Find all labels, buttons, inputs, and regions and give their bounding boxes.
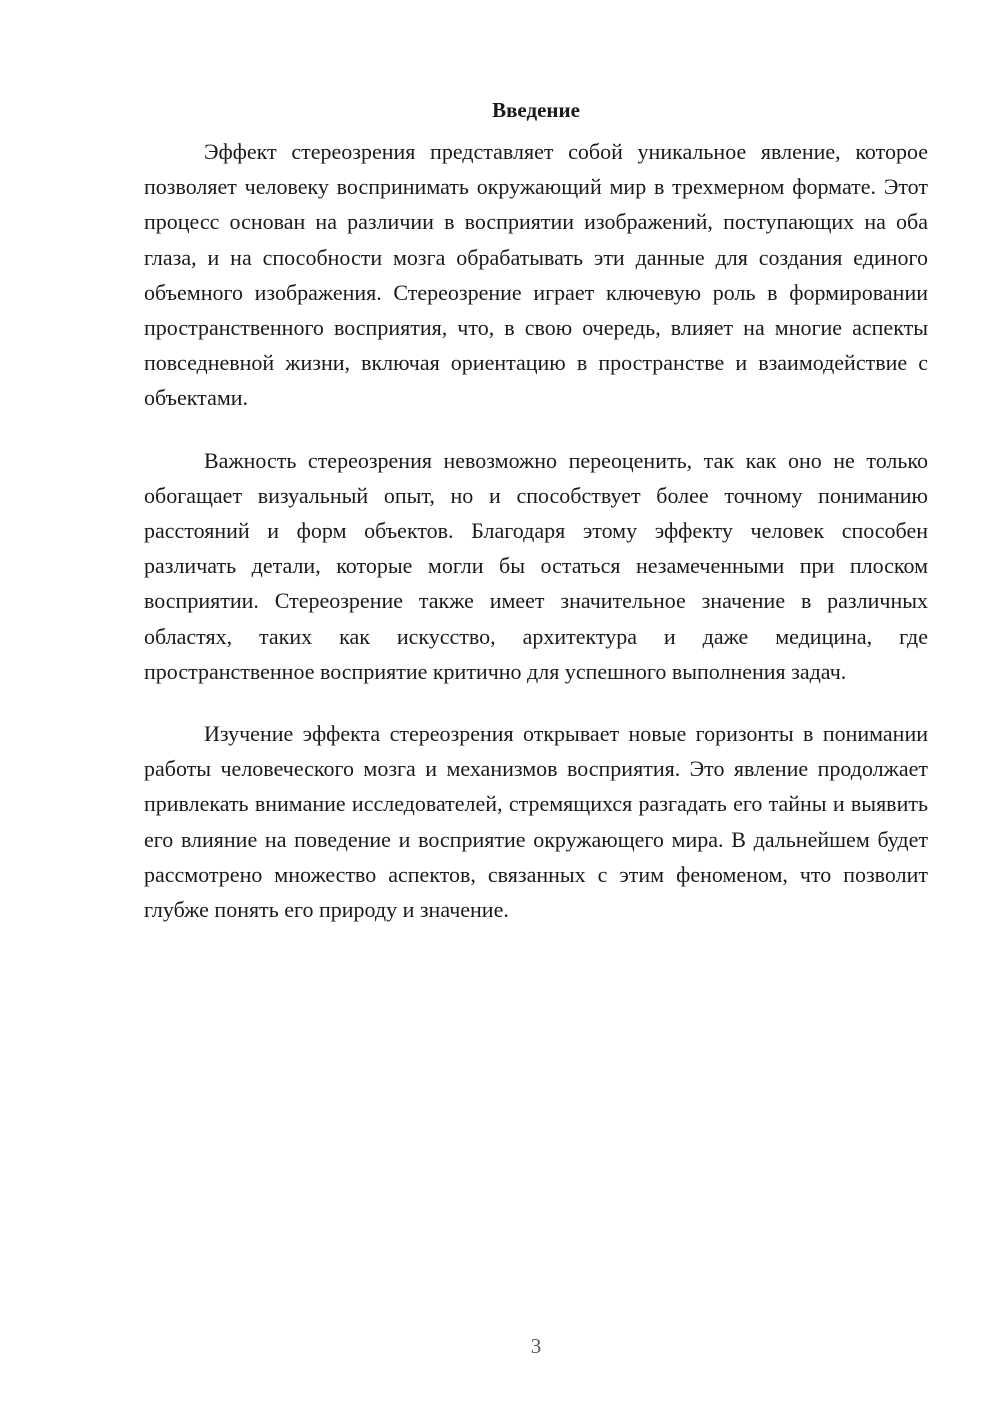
page-number: 3 [530, 1334, 542, 1358]
page-content [144, 96, 928, 954]
paragraph-1: Эффект стереозрения представляет собой уникальное явление, которое позволяет человеку воспринимать окружающий мир в трехмерном формате. Этот процесс основан на различии в восприятии изображений, поступающих на оба глаза, и на способности мозга обрабатывать эти данные для создания единого объемного изображения. Стереозрение играет ключевую роль в формировании пространственного восприятия, что, в свою очередь, влияет на многие аспекты повседневной жизни, включая ориентацию в пространстве и взаимодействие с объектами. [144, 139, 928, 411]
section-title: Введение [492, 98, 580, 122]
paragraph-2: Важность стереозрения невозможно переоценить, так как оно не только обогащает визуальный опыт, но и способствует более точному пониманию расстояний и форм объектов. Благодаря этому эффекту человек способен различать детали, которые могли бы остаться незамеченными при плоском восприятии. Стереозрение также имеет значительное значение в различных областях, таких как искусство, архитектура и даже медицина, где пространственное восприятие критично для успешного выполнения задач. [144, 447, 928, 684]
paragraph-3: Изучение эффекта стереозрения открывает новые горизонты в понимании работы человеческого мозга и механизмов восприятия. Это явление продолжает привлекать внимание исследователей, стремящихся разгадать его тайны и выявить его влияние на поведение и восприятие окружающего мира. В дальнейшем будет рассмотрено множество аспектов, связанных с этим феноменом, что позволит глубже понять его природу и значение. [144, 721, 928, 923]
